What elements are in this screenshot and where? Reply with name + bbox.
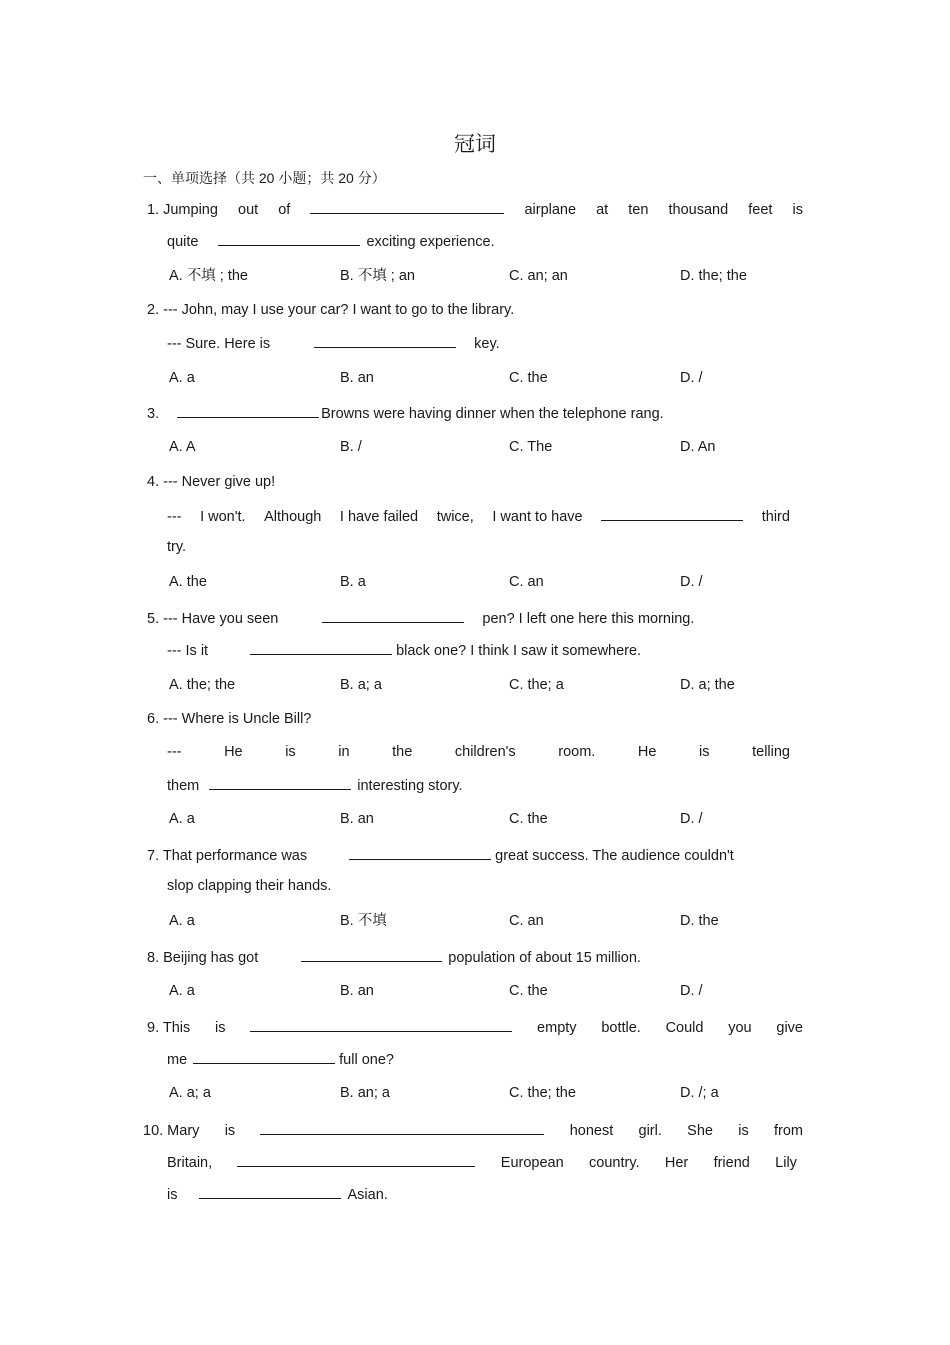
question-text: room.	[558, 744, 596, 760]
question-10-line	[167, 1182, 388, 1204]
question-2-line	[147, 299, 514, 321]
option-c[interactable]: C. the	[509, 370, 548, 386]
question-text: friend	[713, 1155, 750, 1171]
question-text: ten	[628, 202, 649, 218]
question-4-line	[147, 471, 275, 493]
question-text: European	[500, 1155, 564, 1171]
option-d[interactable]: D. /	[680, 983, 703, 999]
question-text: She	[687, 1123, 713, 1139]
option-c[interactable]: C. an	[509, 574, 544, 590]
question-text: I won't.	[200, 509, 246, 525]
option-c[interactable]: C. an; an	[509, 268, 568, 284]
question-text: is	[699, 744, 710, 760]
section-heading: 一、单项选择（共 20 小题；共 20 分）	[143, 170, 386, 186]
option-a[interactable]: A. a; a	[169, 1085, 211, 1101]
option-d[interactable]: D. /	[680, 811, 703, 827]
option-c[interactable]: C. the	[509, 811, 548, 827]
answer-blank[interactable]	[199, 1182, 341, 1199]
option-c[interactable]: C. The	[509, 439, 553, 455]
option-b[interactable]: B. 不填	[340, 913, 387, 929]
question-text: country.	[589, 1155, 640, 1171]
option-d[interactable]: D. /; a	[680, 1085, 719, 1101]
answer-blank[interactable]	[349, 843, 491, 860]
question-text: key.	[474, 336, 500, 352]
question-text: Britain,	[167, 1155, 213, 1171]
question-text: empty	[537, 1020, 577, 1036]
question-text: girl.	[638, 1123, 662, 1139]
option-b[interactable]: B. an	[340, 811, 374, 827]
question-7-line	[167, 875, 331, 897]
option-b[interactable]: B. an	[340, 983, 374, 999]
question-text: quite	[167, 234, 199, 250]
question-text: 4. --- Never give up!	[147, 474, 276, 490]
question-7-line	[147, 843, 734, 865]
question-text: --- Sure. Here is	[167, 336, 271, 352]
question-3-line	[147, 401, 664, 423]
answer-blank[interactable]	[601, 504, 743, 521]
question-text: ---	[167, 509, 182, 525]
question-text: He	[224, 744, 243, 760]
question-text: is	[738, 1123, 749, 1139]
question-text: me	[167, 1052, 188, 1068]
question-10-line	[143, 1118, 803, 1140]
question-text: them	[167, 778, 200, 794]
option-b[interactable]: B. an	[340, 370, 374, 386]
question-1-line	[147, 197, 803, 219]
question-text: the	[392, 744, 413, 760]
answer-blank[interactable]	[218, 229, 360, 246]
question-text: is	[215, 1020, 226, 1036]
option-b[interactable]: B. 不填 ; an	[340, 268, 415, 284]
question-text: slop clapping their hands.	[167, 878, 332, 894]
option-a[interactable]: A. the	[169, 574, 207, 590]
option-a[interactable]: A. the; the	[169, 677, 236, 693]
question-5-line	[147, 606, 694, 628]
option-b[interactable]: B. a	[340, 574, 366, 590]
question-text: at	[596, 202, 609, 218]
question-text: black one? I think I saw it somewhere.	[396, 643, 642, 659]
question-2-line	[167, 331, 500, 353]
question-text: 7. That performance was	[147, 848, 308, 864]
option-d[interactable]: D. a; the	[680, 677, 735, 693]
option-a[interactable]: A. A	[169, 439, 196, 455]
question-text: third	[761, 509, 790, 525]
question-text: interesting story.	[357, 778, 463, 794]
question-text: feet	[748, 202, 773, 218]
question-text: --- Is it	[167, 643, 209, 659]
question-text: Asian.	[347, 1187, 388, 1203]
option-c[interactable]: C. an	[509, 913, 544, 929]
question-9-line	[167, 1047, 394, 1069]
option-d[interactable]: D. /	[680, 574, 703, 590]
question-text: airplane	[524, 202, 577, 218]
question-9-line	[147, 1015, 803, 1037]
question-text: bottle.	[601, 1020, 641, 1036]
page-title: 冠词	[454, 132, 496, 156]
question-text: ---	[167, 744, 182, 760]
question-text: thousand	[668, 202, 729, 218]
question-text: exciting experience.	[366, 234, 495, 250]
question-text: Although	[264, 509, 322, 525]
option-d[interactable]: D. /	[680, 370, 703, 386]
question-text: telling	[752, 744, 790, 760]
question-text: 9. This	[147, 1020, 191, 1036]
option-a[interactable]: A. a	[169, 370, 195, 386]
question-text: 2. --- John, may I use your car? I want to go to the library.	[147, 302, 515, 318]
question-text: is	[792, 202, 803, 218]
question-text: Lily	[775, 1155, 797, 1171]
question-6-line	[167, 773, 463, 795]
question-10-line	[167, 1150, 797, 1172]
option-d[interactable]: D. the	[680, 913, 719, 929]
answer-blank[interactable]	[250, 638, 392, 655]
question-8-line	[147, 945, 641, 967]
answer-blank[interactable]	[314, 331, 456, 348]
option-c[interactable]: C. the; the	[509, 1085, 576, 1101]
question-text: Her	[664, 1155, 689, 1171]
answer-blank[interactable]	[237, 1150, 475, 1167]
question-text: try.	[167, 539, 187, 555]
question-text: from	[773, 1123, 803, 1139]
option-a[interactable]: A. a	[169, 811, 195, 827]
question-text: 3.	[147, 406, 160, 422]
question-text: is	[167, 1187, 178, 1203]
option-a[interactable]: A. a	[169, 983, 195, 999]
question-text: He	[637, 744, 657, 760]
question-text: 1. Jumping	[147, 202, 218, 218]
option-d[interactable]: D. An	[680, 439, 716, 455]
option-a[interactable]: A. 不填 ; the	[169, 268, 248, 284]
question-text: honest	[569, 1123, 614, 1139]
question-text: full one?	[339, 1052, 394, 1068]
question-4-line	[167, 504, 790, 526]
answer-blank[interactable]	[177, 401, 319, 418]
question-text: in	[338, 744, 350, 760]
question-text: 10. Mary	[143, 1123, 200, 1139]
answer-blank[interactable]	[310, 197, 504, 214]
question-text: 8. Beijing has got	[147, 950, 259, 966]
answer-blank[interactable]	[301, 945, 442, 962]
option-b[interactable]: B. /	[340, 439, 362, 455]
option-c[interactable]: C. the	[509, 983, 548, 999]
question-text: pen? I left one here this morning.	[482, 611, 695, 627]
option-b[interactable]: B. a; a	[340, 677, 382, 693]
question-text: Could	[665, 1020, 704, 1036]
question-text: twice,	[436, 509, 474, 525]
question-1-line	[167, 229, 495, 251]
question-6-line	[167, 741, 790, 763]
question-text: out	[238, 202, 259, 218]
option-b[interactable]: B. an; a	[340, 1085, 390, 1101]
question-text: children's	[454, 744, 516, 760]
question-text: I want to have	[492, 509, 583, 525]
question-text: population of about 15 million.	[448, 950, 641, 966]
question-text: 6. --- Where is Uncle Bill?	[147, 711, 312, 727]
question-text: great success. The audience couldn't	[495, 848, 734, 864]
question-text: is	[285, 744, 296, 760]
answer-blank[interactable]	[209, 773, 351, 790]
answer-blank[interactable]	[260, 1118, 544, 1135]
question-text: I have failed	[339, 509, 419, 525]
question-text: give	[776, 1020, 803, 1036]
question-6-line	[147, 708, 311, 730]
option-c[interactable]: C. the; a	[509, 677, 564, 693]
option-d[interactable]: D. the; the	[680, 268, 747, 284]
answer-blank[interactable]	[250, 1015, 512, 1032]
question-text: of	[278, 202, 291, 218]
question-5-line	[167, 638, 641, 660]
question-text: 5. --- Have you seen	[147, 611, 279, 627]
question-4-line	[167, 536, 186, 558]
answer-blank[interactable]	[322, 606, 464, 623]
question-text: Browns were having dinner when the telephone rang.	[321, 406, 664, 422]
option-a[interactable]: A. a	[169, 913, 195, 929]
question-text: is	[224, 1123, 236, 1139]
answer-blank[interactable]	[193, 1047, 335, 1064]
question-text: you	[728, 1020, 752, 1036]
